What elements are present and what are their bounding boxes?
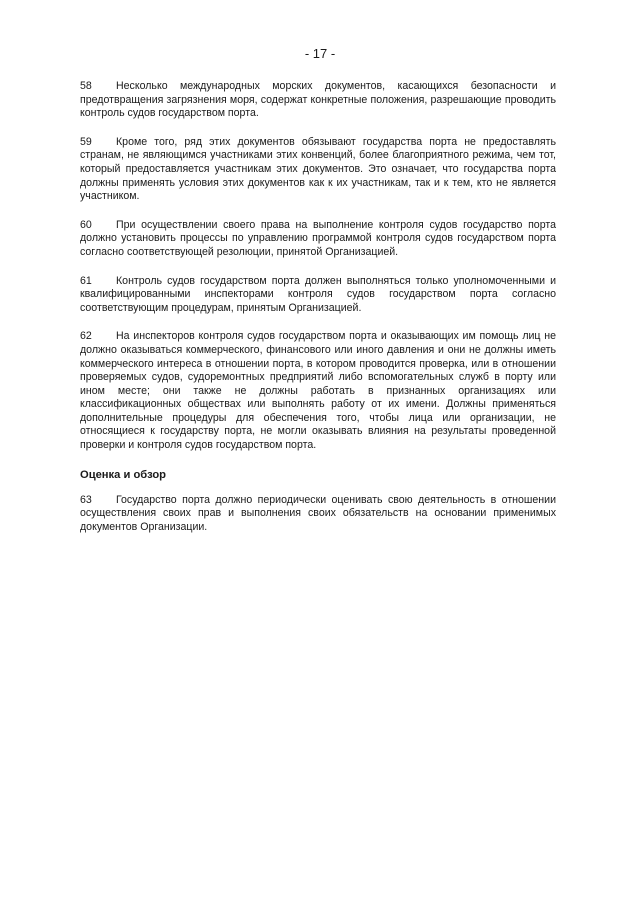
paragraph-text: Несколько международных морских документов, касающихся безопасности и предотвращения загрязнения моря, содержат конкретные положения, разрешающие проводить контроль судов государством порта.	[80, 80, 556, 120]
paragraph-60	[80, 219, 556, 260]
paragraph-text: Государство порта должно периодически оценивать свою деятельность в отношении осуществления своих прав и выполнения своих обязательств на основании применимых документов Организации.	[80, 493, 556, 533]
paragraph-text: Кроме того, ряд этих документов обязывают государства порта не предоставлять странам, не являющимся участниками этих конвенций, более благоприятного режима, чем тот, который предоставляется участникам этих документов. Это означает, что государства порта должны применять условия этих документов как к их участникам, так и к тем, кто не является участником.	[80, 135, 556, 203]
paragraph-number: 60	[80, 218, 92, 231]
paragraph-58	[80, 80, 556, 121]
paragraph-text: На инспекторов контроля судов государством порта и оказывающих им помощь лиц не должно оказываться коммерческого, финансового или иного давления и они не должны иметь коммерческого интереса в отношении порта, в котором проводится проверка, или в отношении проверяемых судов, судоремонтных предприятий либо вспомогательных служб в порту или ином месте; они также не должны работать в признанных организациях или классификационных обществах или выполнять работу от их имени. Должны применяться дополнительные процедуры для обеспечения того, чтобы лица или организации, не относящиеся к государству порта, не могли оказывать влияния на результаты проведенной проверки и контроля судов государством порта.	[80, 330, 556, 452]
paragraph-number: 63	[80, 493, 92, 506]
paragraph-text: Контроль судов государством порта должен выполняться только уполномоченными и квалифицированными инспекторами контроля судов государством порта согласно соответствующим процедурам, принятым Организацией.	[80, 274, 556, 314]
page-number: - 17 -	[304, 46, 336, 61]
document-body	[80, 80, 556, 549]
paragraph-63	[80, 494, 556, 535]
section-heading: Оценка и обзор	[80, 468, 167, 481]
paragraph-number: 62	[80, 330, 92, 343]
paragraph-number: 59	[80, 135, 92, 148]
paragraph-61	[80, 275, 556, 316]
paragraph-59	[80, 136, 556, 204]
paragraph-number: 58	[80, 80, 92, 92]
paragraph-text: При осуществлении своего права на выполнение контроля судов государство порта должно установить процессы по управлению программой контроля судов государством порта согласно соответствующей резолюции, принятой Организацией.	[80, 218, 556, 258]
paragraph-62	[80, 330, 556, 452]
paragraph-number: 61	[80, 274, 92, 287]
